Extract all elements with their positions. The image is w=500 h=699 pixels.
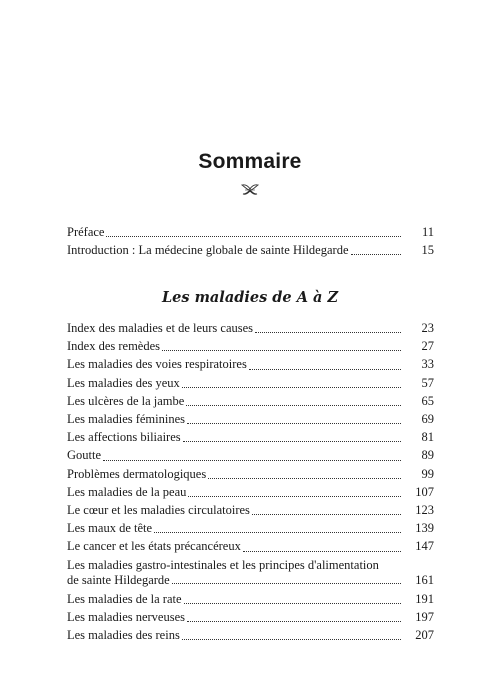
dot-leader — [351, 253, 402, 255]
dot-leader — [154, 531, 401, 533]
toc-entry-label: Les maladies féminines — [67, 412, 186, 427]
toc-entry-label: Le cœur et les maladies circulatoires — [67, 503, 250, 518]
toc-main-list — [67, 319, 434, 644]
toc-entry[interactable] — [67, 483, 434, 501]
toc-entry[interactable] — [67, 519, 434, 537]
toc-entry-label: Les maladies des yeux — [67, 375, 180, 390]
toc-entry-label-line1: Les maladies gastro-intestinales et les principes d'alimentation — [67, 557, 379, 572]
toc-entry[interactable] — [67, 446, 434, 464]
page-title: Sommaire — [198, 150, 302, 173]
toc-entry-page: 57 — [421, 375, 434, 390]
dot-leader — [208, 477, 401, 479]
toc-entry-label: Les maladies des reins — [67, 628, 180, 643]
toc-entry[interactable] — [67, 392, 434, 410]
dot-leader — [249, 368, 401, 370]
toc-entry-page: 15 — [421, 243, 434, 258]
toc-entry-introduction[interactable] — [67, 241, 434, 259]
toc-entry-label: Les maladies de la rate — [67, 591, 182, 606]
toc-entry-label: Les maladies nerveuses — [67, 609, 186, 624]
dot-leader — [162, 349, 401, 351]
toc-entry[interactable] — [67, 501, 434, 519]
dot-leader — [187, 422, 401, 424]
toc-entry-page: 147 — [415, 539, 434, 554]
section-title: Les maladies de A à Z — [161, 289, 339, 306]
toc-entry-label: Goutte — [67, 448, 102, 463]
toc-entry[interactable] — [67, 410, 434, 428]
toc-entry-page: 23 — [421, 321, 434, 335]
dot-leader — [106, 235, 401, 237]
toc-entry-page: 139 — [415, 521, 434, 536]
dot-leader — [172, 582, 401, 584]
toc-entry-label: Problèmes dermatologiques — [67, 466, 207, 481]
dot-leader — [188, 495, 401, 497]
toc-entry-page: 207 — [415, 628, 434, 643]
toc-entry[interactable] — [67, 558, 434, 588]
toc-entry-preface[interactable] — [67, 223, 434, 241]
toc-entry-label: Le cancer et les états précancéreux — [67, 539, 241, 554]
toc-entry[interactable] — [67, 590, 434, 608]
fleuron-ornament-icon — [241, 182, 259, 196]
toc-entry[interactable] — [67, 355, 434, 373]
toc-entry[interactable] — [67, 337, 434, 355]
dot-leader — [243, 550, 401, 552]
dot-leader — [252, 513, 401, 515]
toc-entry[interactable] — [67, 608, 434, 626]
toc-entry-label: Les maladies de la peau — [67, 484, 187, 499]
toc-entry-page: 197 — [415, 609, 434, 624]
toc-entry-page: 107 — [415, 484, 434, 499]
toc-entry-page: 161 — [415, 572, 434, 587]
toc-entry-page: 81 — [421, 430, 434, 445]
toc-entry-page: 33 — [421, 357, 434, 372]
dot-leader — [255, 331, 401, 333]
toc-entry-label: Index des maladies et de leurs causes — [67, 321, 254, 335]
toc-entry-page: 11 — [421, 225, 434, 239]
toc-entry-page: 27 — [421, 339, 434, 354]
dot-leader — [182, 638, 401, 640]
toc-preface-list — [67, 223, 434, 259]
toc-entry[interactable] — [67, 626, 434, 644]
toc-entry-page: 99 — [421, 466, 434, 481]
dot-leader — [187, 620, 401, 622]
toc-entry[interactable] — [67, 374, 434, 392]
dot-leader — [186, 404, 401, 406]
toc-entry-label: Les ulcères de la jambe — [67, 393, 185, 408]
toc-entry-label: Les maladies des voies respiratoires — [67, 357, 247, 372]
dot-leader — [183, 440, 401, 442]
toc-entry-page: 69 — [421, 412, 434, 427]
toc-entry[interactable] — [67, 319, 434, 337]
dot-leader — [184, 602, 401, 604]
dot-leader — [103, 459, 401, 461]
toc-entry-label: Introduction : La médecine globale de sainte Hildegarde — [67, 243, 349, 258]
toc-entry-page: 65 — [421, 393, 434, 408]
toc-entry-page: 191 — [415, 591, 434, 606]
toc-entry-label: Préface — [67, 225, 105, 239]
toc-entry-label: de sainte Hildegarde — [67, 572, 170, 587]
toc-entry-label: Index des remèdes — [67, 339, 161, 354]
toc-entry[interactable] — [67, 465, 434, 483]
toc-entry[interactable] — [67, 537, 434, 555]
toc-entry-label: Les affections biliaires — [67, 430, 181, 445]
toc-entry-page: 89 — [421, 448, 434, 463]
toc-entry-label: Les maux de tête — [67, 521, 153, 536]
dot-leader — [182, 386, 401, 388]
toc-entry[interactable] — [67, 428, 434, 446]
toc-entry-page: 123 — [415, 503, 434, 518]
